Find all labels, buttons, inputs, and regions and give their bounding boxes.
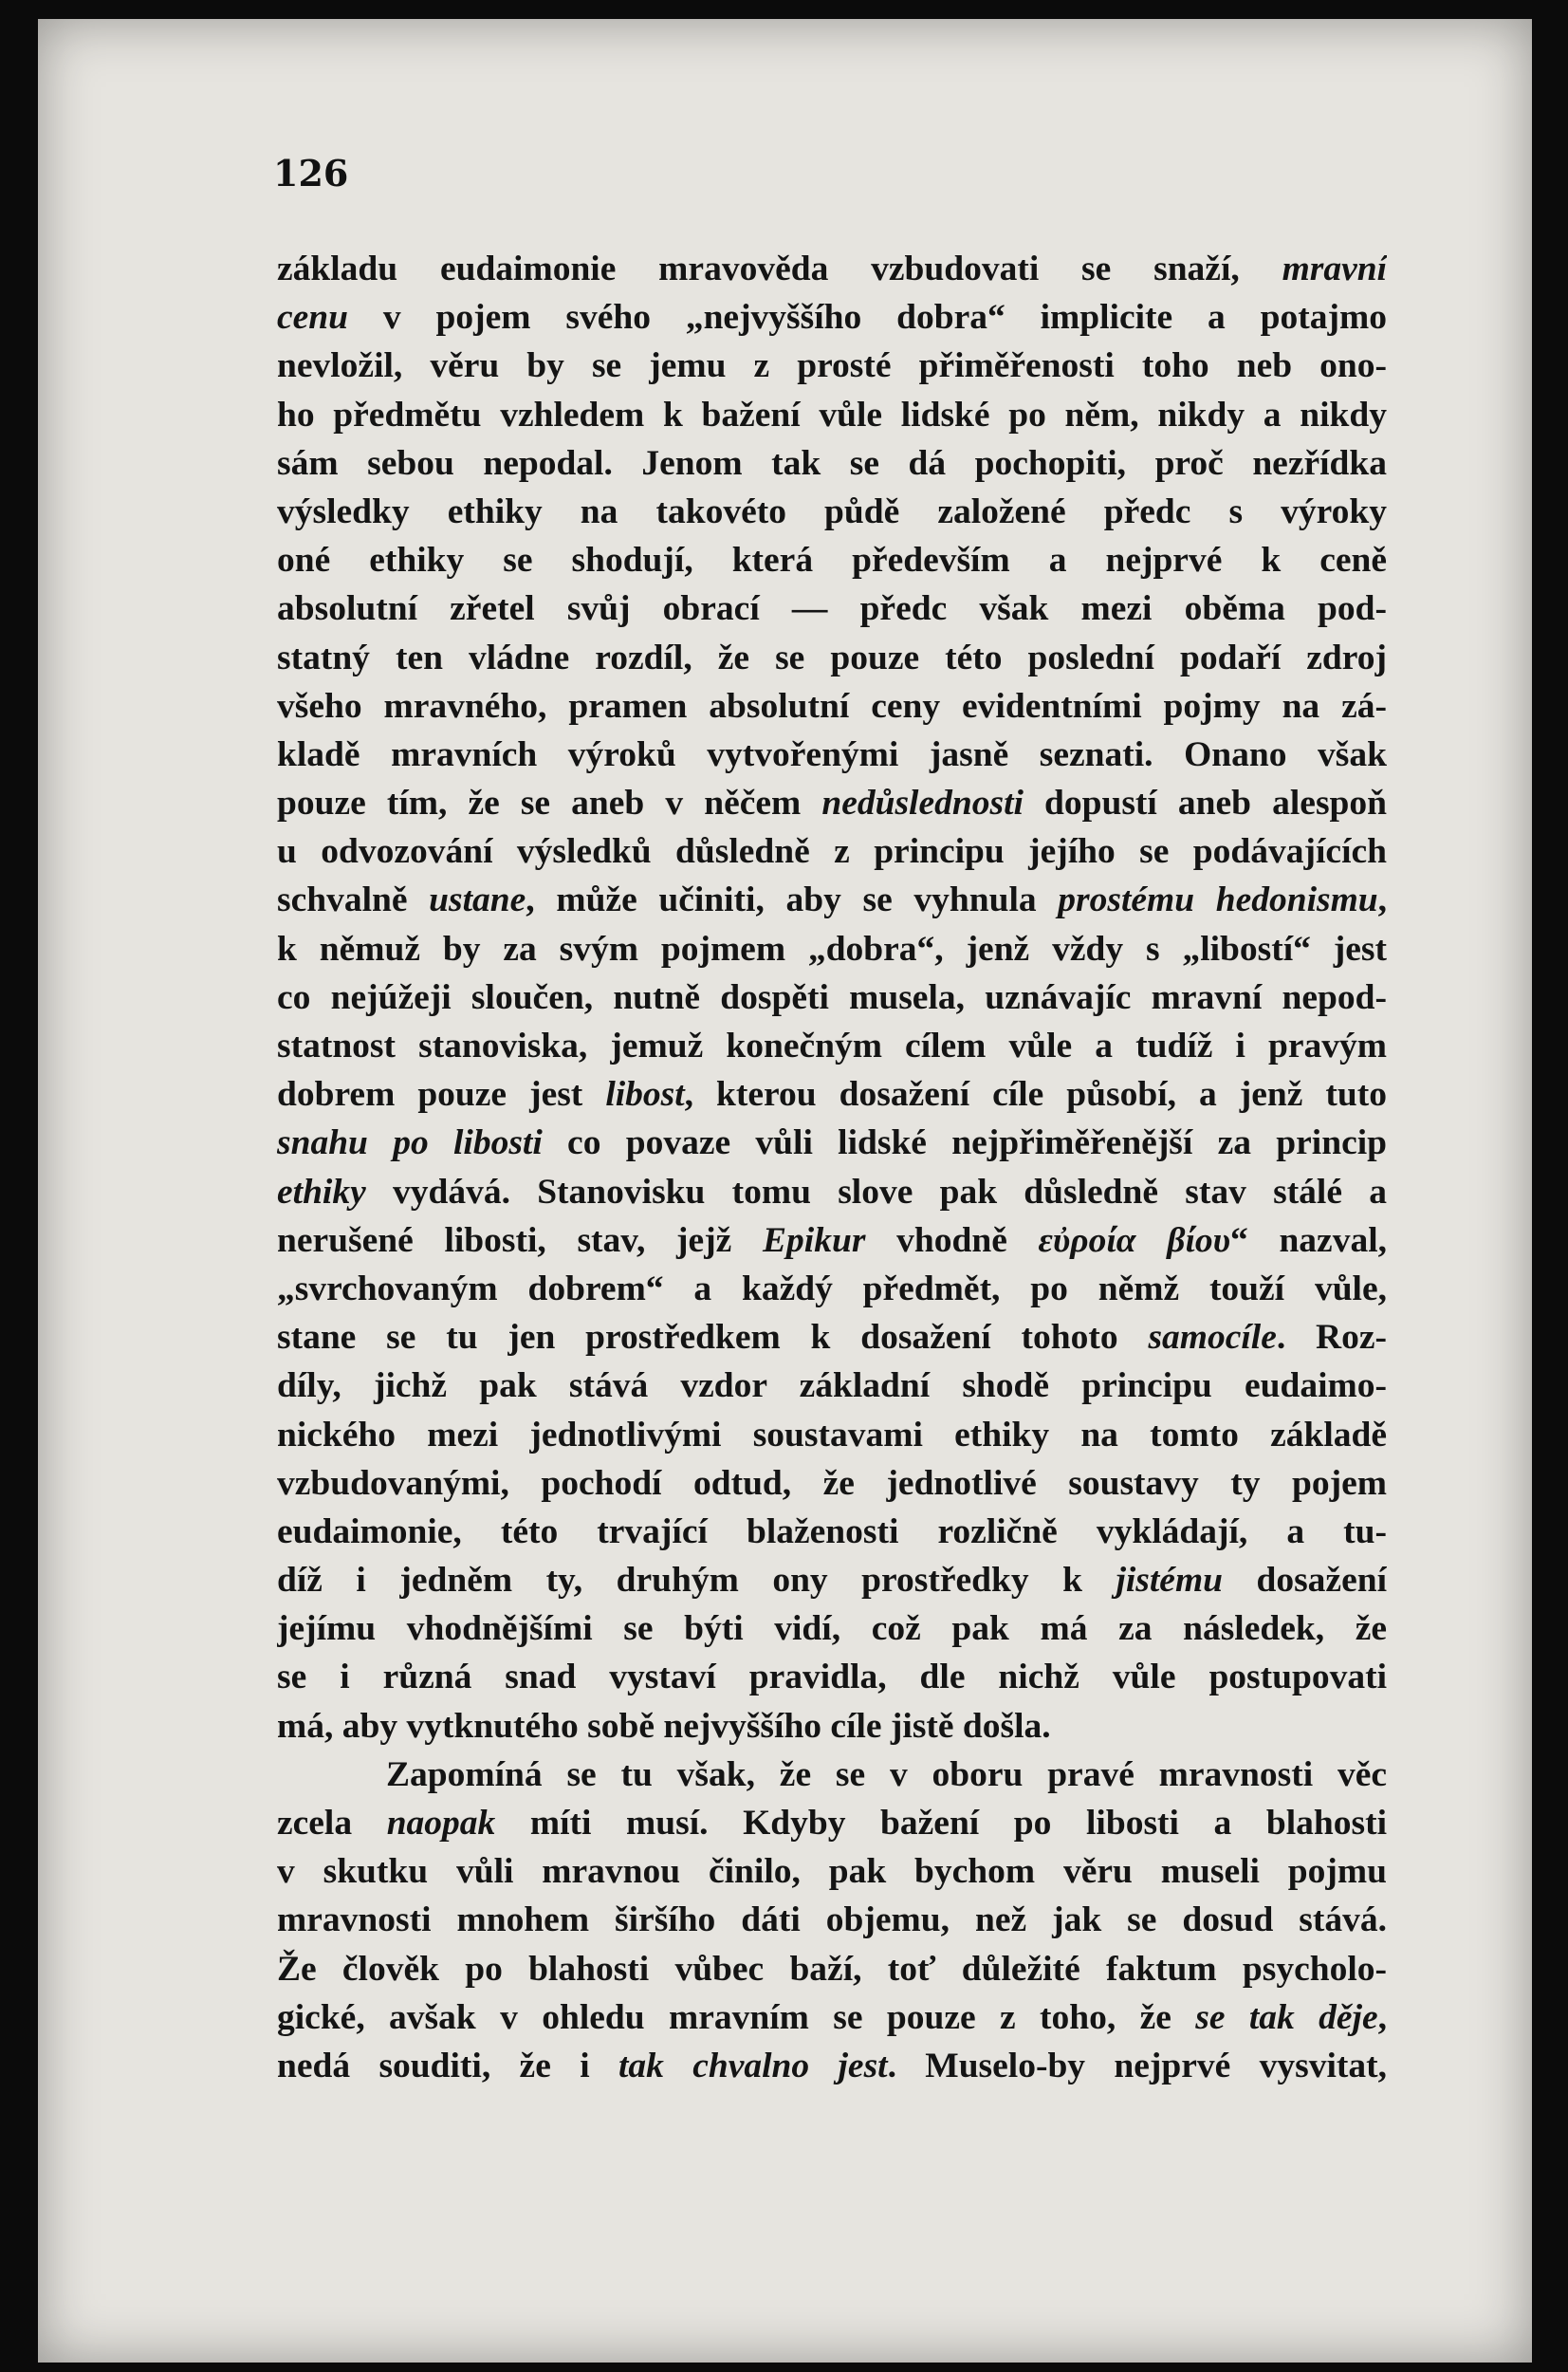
text-line bbox=[277, 1119, 1387, 1167]
emphasis-text: mravní bbox=[1282, 250, 1387, 288]
text-segment: vydává. Stanovisku tomu slove pak důsledně stav stálé a bbox=[365, 1172, 1387, 1212]
text-segment: statný ten vládne rozdíl, že se pouze této poslední podaří zdroj bbox=[277, 638, 1387, 677]
text-line bbox=[277, 1216, 1387, 1265]
emphasis-text: jistému bbox=[1116, 1561, 1223, 1601]
text-segment: k němuž by za svým pojmem „dobra“, jenž vždy s „libostí“ jest bbox=[277, 929, 1387, 969]
text-line bbox=[277, 1411, 1387, 1459]
emphasis-text: cenu bbox=[277, 298, 348, 338]
text-line bbox=[277, 1556, 1387, 1604]
text-line bbox=[277, 1993, 1387, 2042]
text-line bbox=[277, 973, 1387, 1022]
text-segment: dosažení bbox=[1222, 1561, 1387, 1601]
text-line bbox=[277, 1508, 1387, 1556]
text-segment: má, aby vytknutého sobě nejvyššího cíle jistě došla. bbox=[277, 1706, 1051, 1746]
text-line bbox=[277, 1896, 1387, 1944]
text-segment: všeho mravného, pramen absolutní ceny evidentními pojmy na zá- bbox=[277, 686, 1387, 726]
text-segment: v pojem svého „nejvyššího dobra“ implicite a potajmo bbox=[348, 298, 1387, 338]
text-line bbox=[277, 634, 1387, 682]
text-line bbox=[277, 779, 1387, 827]
text-segment: díž i jedněm ty, druhým ony prostředky k bbox=[277, 1561, 1116, 1601]
text-segment: Že člověk po blahosti vůbec baží, toť důležité faktum psycholo- bbox=[277, 1949, 1387, 1989]
text-segment: , bbox=[1377, 880, 1387, 920]
text-segment: zcela bbox=[277, 1804, 387, 1843]
text-segment: nerušené libosti, stav, jejž bbox=[277, 1220, 764, 1260]
text-line bbox=[277, 293, 1387, 342]
text-segment: . Muselo-by nejprvé vysvitat, bbox=[887, 2046, 1387, 2085]
text-line bbox=[277, 245, 1387, 293]
text-line bbox=[277, 1751, 1387, 1799]
text-segment: oné ethiky se shodují, která především a nejprvé k ceně bbox=[277, 541, 1387, 581]
text-segment: mravnosti mnohem širšího dáti objemu, než jak se dosud stává. bbox=[277, 1900, 1387, 1940]
emphasis-text: libost bbox=[605, 1075, 685, 1115]
text-segment: „svrchovaným dobrem“ a každý předmět, po němž touží vůle, bbox=[277, 1269, 1387, 1308]
emphasis-text: ethiky bbox=[277, 1172, 366, 1212]
text-segment: základu eudaimonie mravověda vzbudovati se snaží, bbox=[277, 250, 1282, 288]
text-segment: dobrem pouze jest bbox=[277, 1075, 606, 1115]
text-segment: statnost stanoviska, jemuž konečným cílem vůle a tudíž i pravým bbox=[277, 1027, 1387, 1066]
text-segment: , bbox=[1377, 1997, 1387, 2037]
text-segment: gické, avšak v ohledu mravním se pouze z toho, že bbox=[277, 1997, 1196, 2037]
text-segment: , kterou dosažení cíle působí, a jenž tuto bbox=[684, 1075, 1387, 1115]
text-segment: u odvozování výsledků důsledně z principu jejího se podávajících bbox=[277, 832, 1387, 872]
text-segment: nevložil, věru by se jemu z prosté přiměřenosti toho neb ono- bbox=[277, 346, 1387, 386]
text-line bbox=[277, 1945, 1387, 1993]
emphasis-text: Epikur bbox=[763, 1220, 866, 1260]
text-line bbox=[277, 682, 1387, 731]
text-line bbox=[277, 1265, 1387, 1313]
emphasis-text: prostému hedonismu bbox=[1058, 880, 1378, 920]
text-segment: jejímu vhodnějšími se býti vidí, což pak má za následek, že bbox=[277, 1609, 1387, 1649]
text-line bbox=[277, 1313, 1387, 1362]
body-text bbox=[277, 245, 1387, 2090]
text-line bbox=[277, 1168, 1387, 1216]
text-line bbox=[277, 391, 1387, 439]
page-number: 126 bbox=[273, 152, 349, 195]
text-line bbox=[277, 342, 1387, 390]
text-line bbox=[277, 827, 1387, 876]
emphasis-text: se tak děje bbox=[1195, 1997, 1378, 2037]
text-segment: díly, jichž pak stává vzdor základní shodě principu eudaimo- bbox=[277, 1366, 1387, 1406]
text-segment: pouze tím, že se aneb v něčem bbox=[277, 784, 822, 824]
text-line bbox=[277, 488, 1387, 536]
text-segment: vhodně bbox=[865, 1220, 1039, 1260]
text-segment: sám sebou nepodal. Jenom tak se dá pochopiti, proč nezřídka bbox=[277, 443, 1387, 483]
emphasis-text: nedůslednosti bbox=[821, 784, 1024, 824]
text-segment: eudaimonie, této trvající blaženosti rozličně vykládají, a tu- bbox=[277, 1511, 1387, 1551]
text-line bbox=[277, 1022, 1387, 1070]
text-line bbox=[277, 1702, 1387, 1751]
text-line bbox=[277, 1604, 1387, 1653]
text-line bbox=[277, 1799, 1387, 1847]
text-segment: . Roz- bbox=[1276, 1318, 1387, 1358]
text-segment: ho předmětu vzhledem k bažení vůle lidské po něm, nikdy a nikdy bbox=[277, 395, 1387, 435]
emphasis-text: ustane bbox=[429, 880, 526, 920]
text-line bbox=[277, 1070, 1387, 1119]
text-line bbox=[277, 439, 1387, 488]
emphasis-text: naopak bbox=[386, 1804, 496, 1843]
text-segment: Zapomíná se tu však, že se v oboru pravé mravnosti věc bbox=[386, 1754, 1387, 1794]
text-segment: dopustí aneb alespoň bbox=[1023, 784, 1387, 824]
text-line bbox=[277, 1847, 1387, 1896]
text-line bbox=[277, 1653, 1387, 1701]
text-line bbox=[277, 731, 1387, 779]
text-segment: nického mezi jednotlivými soustavami ethiky na tomto základě bbox=[277, 1415, 1387, 1455]
text-segment: stane se tu jen prostředkem k dosažení tohoto bbox=[277, 1318, 1149, 1358]
text-line bbox=[277, 876, 1387, 924]
text-segment: vzbudovanými, pochodí odtud, že jednotlivé soustavy ty pojem bbox=[277, 1463, 1387, 1503]
text-line bbox=[277, 2042, 1387, 2090]
text-segment: co nejúžeji sloučen, nutně dospěti musela, uznávajíc mravní nepod- bbox=[277, 977, 1387, 1017]
emphasis-text: samocíle bbox=[1148, 1318, 1277, 1358]
text-segment: výsledky ethiky na takovéto půdě založené předc s výroky bbox=[277, 491, 1387, 531]
emphasis-text: tak chvalno jest bbox=[618, 2046, 888, 2085]
text-line bbox=[277, 536, 1387, 584]
text-segment: schvalně bbox=[277, 880, 430, 920]
text-segment: v skutku vůli mravnou činilo, pak bychom věru museli pojmu bbox=[277, 1852, 1387, 1892]
text-segment: “ nazval, bbox=[1229, 1220, 1387, 1260]
text-line bbox=[277, 1362, 1387, 1410]
text-segment: se i různá snad vystaví pravidla, dle nichž vůle postupovati bbox=[277, 1658, 1387, 1697]
text-line bbox=[277, 925, 1387, 973]
text-segment: míti musí. Kdyby bažení po libosti a blahosti bbox=[495, 1804, 1387, 1843]
scanned-page bbox=[38, 19, 1532, 2363]
text-segment: , může učiniti, aby se vyhnula bbox=[526, 880, 1059, 920]
emphasis-text: snahu po libosti bbox=[277, 1123, 543, 1163]
text-line bbox=[277, 1459, 1387, 1508]
text-line bbox=[277, 584, 1387, 633]
text-segment: absolutní zřetel svůj obrací — předc však mezi oběma pod- bbox=[277, 589, 1387, 629]
text-segment: nedá souditi, že i bbox=[277, 2046, 618, 2085]
emphasis-text: εὐροία βίου bbox=[1038, 1220, 1230, 1260]
text-segment: co povaze vůli lidské nejpřiměřenější za princip bbox=[542, 1123, 1387, 1163]
text-segment: kladě mravních výroků vytvořenými jasně seznati. Onano však bbox=[277, 734, 1387, 774]
